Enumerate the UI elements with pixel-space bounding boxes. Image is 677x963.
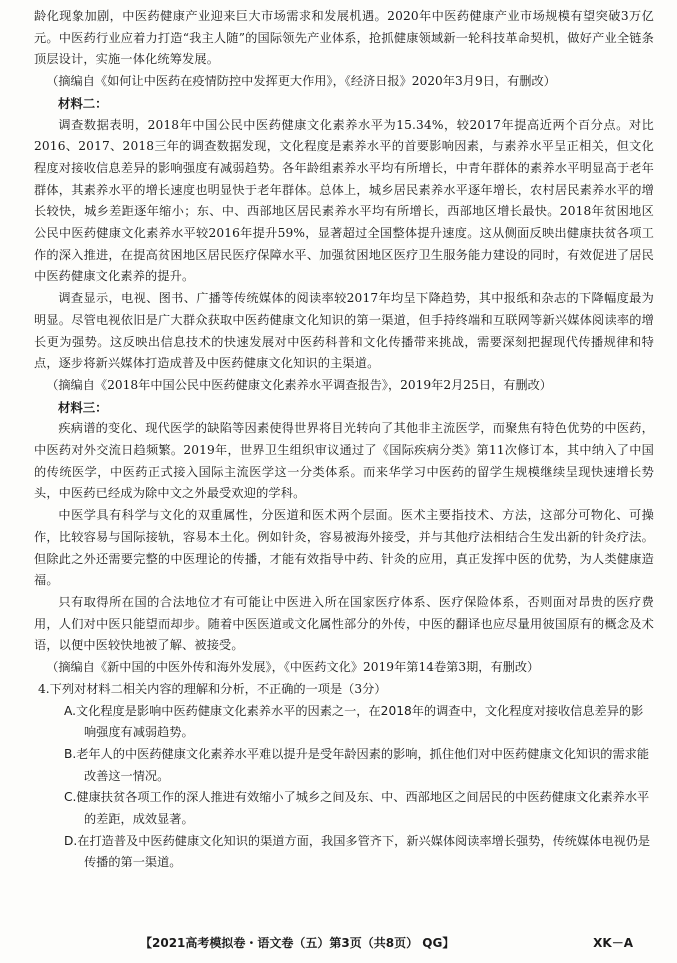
- footer-code: XK－A: [593, 936, 633, 950]
- answer-option-b: B.老年人的中医药健康文化素养水平难以提升是受年龄因素的影响，抓住他们对中医药健康文化知识的需求能改善这一情况。: [64, 746, 650, 783]
- section-heading: 材料二：: [58, 95, 108, 111]
- passage-paragraph: 中医学具有科学与文化的双重属性，分医道和医术两个层面。医术主要指技术、方法，这部分可物化、可操作，比较容易与国际接轨，容易本土化。例如针灸，容易被海外接受，并与其他疗法相结合生发出新的针灸疗法。但除此之外还需要完整的中医理论的传播，才能有效指导中药、针灸的应用，真正发挥中医的优势，为人类健康造福。: [34, 508, 654, 588]
- source-citation: （摘编自《2018年中国公民中医药健康文化素养水平调查报告》，2019年2月25日，有删改）: [46, 377, 552, 392]
- passage-paragraph: 调查数据表明，2018年中国公民中医药健康文化素养水平为15.34%，较2017年提高近两个百分点。对比2016、2017、2018三年的调查数据发现，文化程度是素养水平的首要影响因素，与素养水平呈正相关，但文化程度对接收信息差异的影响强度有减弱趋势。各年龄组素养水平均有所增长，中青年群体的素养水平明显高于老年群体，其素养水平的增长速度也明显快于老年群体。总体上，城乡居民素养水平逐年增长，农村居民素养水平的增长较快，城乡差距逐年缩小；东、中、西部地区居民素养水平均有所增长，西部地区增长最快。2018年贫困地区公民中医药健康文化素养水平较2016年提升59%，显著超过全国整体提升速度。这从侧面反映出健康扶贫各项工作的深入推进，在提高贫困地区居民医疗保障水平、加强贫困地区医疗卫生服务能力建设的同时，有效促进了居民中医药健康文化素养的提升。: [34, 117, 654, 284]
- passage-paragraph: 龄化现象加剧，中医药健康产业迎来巨大市场需求和发展机遇。2020年中医药健康产业市场规模有望突破3万亿元。中医药行业应着力打造“我主人随”的国际领先产业体系，抢抓健康领域新一轮科技革命契机，做好产业全链条顶层设计，实施一体化统筹发展。: [34, 9, 654, 67]
- answer-option-d: D.在打造普及中医药健康文化知识的渠道方面，我国多管齐下，新兴媒体阅读率增长强势，传统媒体电视仍是传播的第一渠道。: [64, 833, 651, 870]
- passage-paragraph: 只有取得所在国的合法地位才有可能让中医进入所在国家医疗体系、医疗保险体系，否则面对昂贵的医疗费用，人们对中医只能望而却步。随着中医医道或文化属性部分的外传，中医的翻译也应尽量用彼国原有的概念及术语，以便中医较快地被了解、被接受。: [34, 594, 654, 653]
- source-citation: （摘编自《如何让中医药在疫情防控中发挥更大作用》，《经济日报》2020年3月9日，有删改）: [46, 74, 556, 89]
- answer-option-c: C.健康扶贫各项工作的深人推进有效缩小了城乡之间及东、中、西部地区之间居民的中医药健康文化素养水平的差距，成效显著。: [64, 790, 650, 827]
- answer-option-a: A.文化程度是影响中医药健康文化素养水平的因素之一，在2018年的调查中，文化程度对接收信息差异的影响强度有减弱趋势。: [64, 703, 644, 740]
- source-citation: （摘编自《新中国的中医外传和海外发展》，《中医药文化》2019年第14卷第3期，有删改）: [46, 660, 540, 675]
- page-footer: [0, 934, 677, 954]
- passage-paragraph: 调查显示，电视、图书、广播等传统媒体的阅读率较2017年均呈下降趋势，其中报纸和杂志的下降幅度最为明显。尽管电视依旧是广大群众获取中医药健康文化知识的第一渠道，但手持终端和互联网等新兴媒体阅读率的增长更为强势。这反映出信息技术的快速发展对中医药科普和文化传播带来挑战，需要深刻把握现代传播规律和特点，逐步将新兴媒体打造成普及中医药健康文化知识的主渠道。: [34, 291, 654, 371]
- exam-page: [34, 6, 654, 874]
- question-stem: 4.下列对材料二相关内容的理解和分析，不正确的一项是（3分）: [38, 681, 387, 696]
- footer-page-info: 【2021高考模拟卷・语文卷（五）第3页（共8页） QG】: [140, 936, 455, 950]
- section-heading: 材料三：: [58, 399, 108, 415]
- passage-paragraph: 疾病谱的变化、现代医学的缺陷等因素使得世界将目光转向了其他非主流医学，而聚焦有特色优势的中医药，中医药对外交流日趋频繁。2019年，世界卫生组织审议通过了《国际疾病分类》第11次修订本，其中纳入了中国的传统医学，中医药正式接入国际主流医学这一分类体系。而来华学习中医药的留学生规模继续呈现快速增长势头，中医药已经成为除中文之外最受欢迎的学科。: [34, 421, 654, 501]
